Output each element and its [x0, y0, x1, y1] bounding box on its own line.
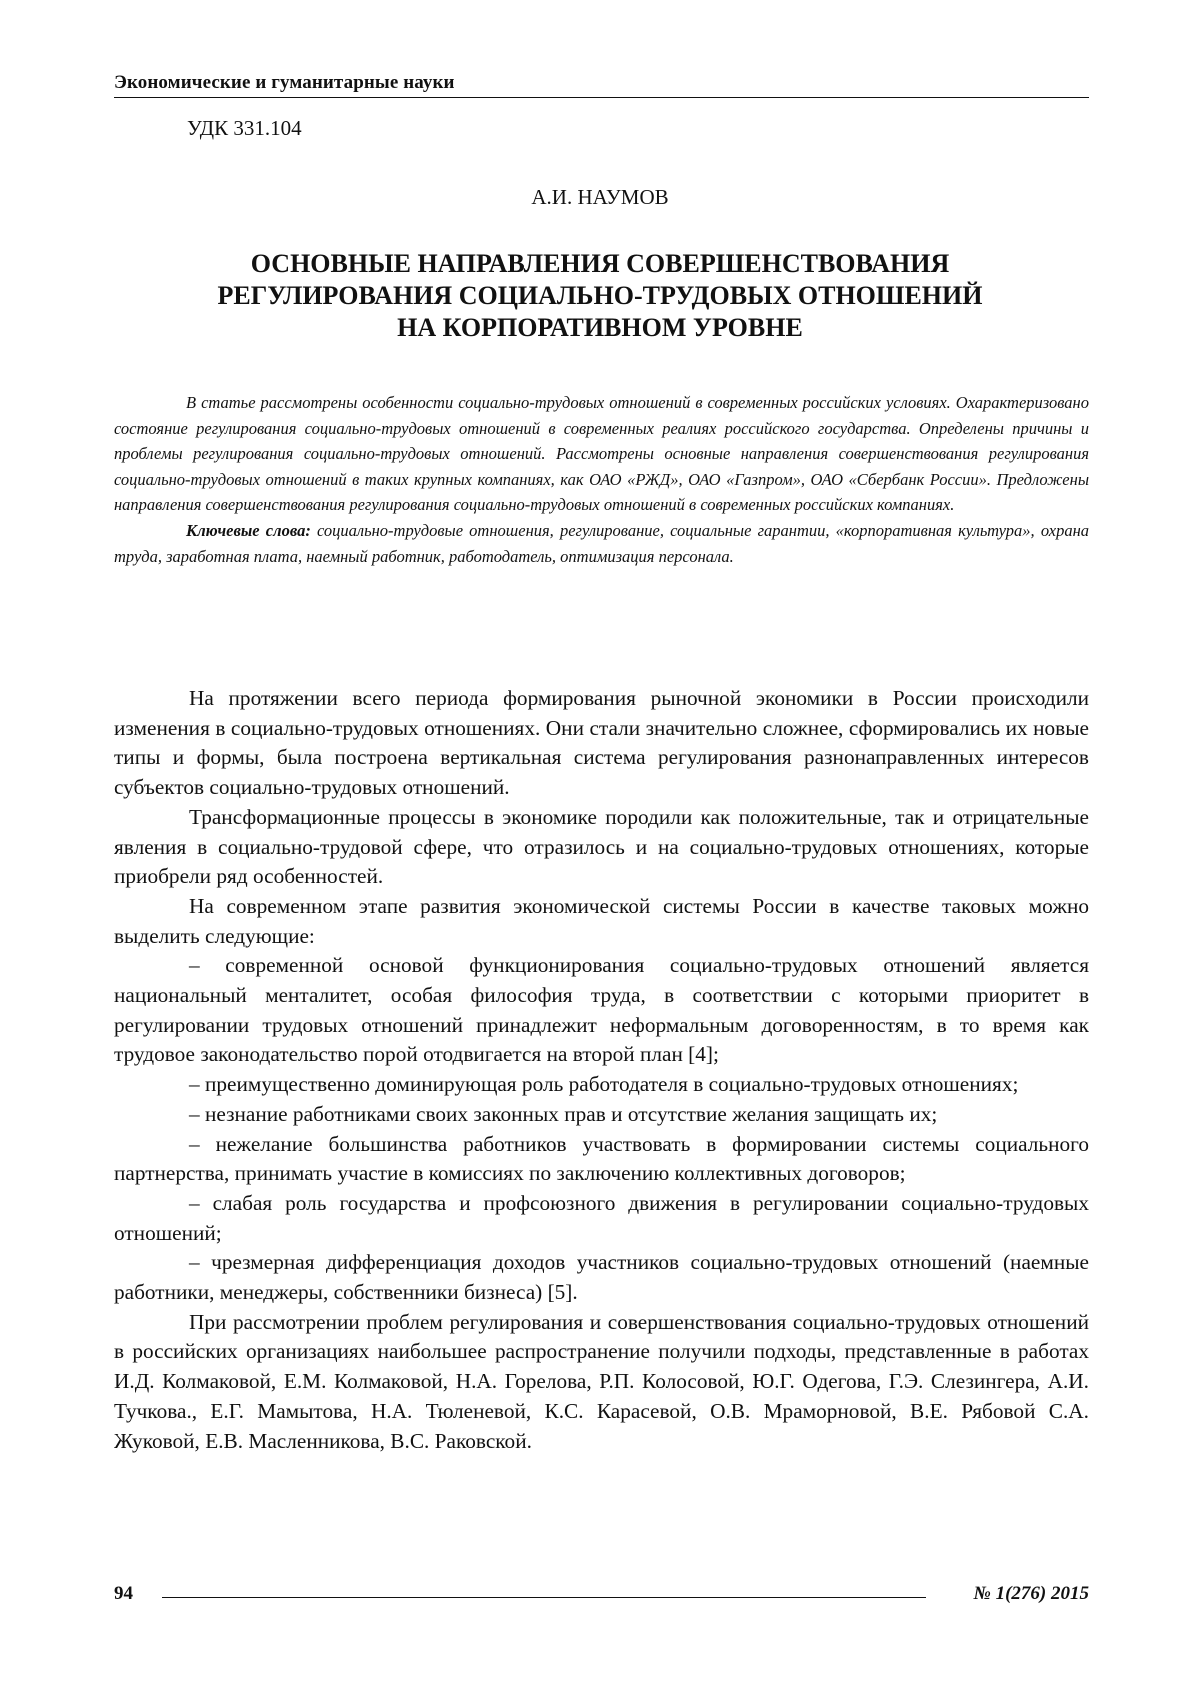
- journal-page: [0, 0, 1200, 1698]
- keywords-label: Ключевые слова:: [186, 521, 311, 540]
- list-item: – современной основой функционирования социально-трудовых отношений является национальный менталитет, особая философия труда, в соответствии с которыми приоритет в регулировании трудовых отношений принадлежит неформальным договоренностям, в то время как трудовое законодательство порой отодвигается на второй план [4];: [114, 951, 1089, 1070]
- footer-rule: [162, 1597, 926, 1598]
- list-item: – нежелание большинства работников участвовать в формировании системы социального партнерства, принимать участие в комиссиях по заключению коллективных договоров;: [114, 1130, 1089, 1189]
- body-paragraph: На протяжении всего периода формирования рыночной экономики в России происходили изменения в социально-трудовых отношениях. Они стали значительно сложнее, сформировались их новые типы и формы, была построена вертикальная система регулирования разнонаправленных интересов субъектов социально-трудовых отношений.: [114, 684, 1089, 803]
- keywords-text: социально-трудовые отношения, регулирование, социальные гарантии, «корпоративная культура», охрана труда, заработная плата, наемный работник, работодатель, оптимизация персонала.: [114, 521, 1089, 566]
- abstract-text: В статье рассмотрены особенности социально-трудовых отношений в современных российских условиях. Охарактеризовано состояние регулирования социально-трудовых отношений в современных реалиях российского государства. Определены причины и проблемы регулирования социально-трудовых отношений. Рассмотрены основные направления совершенствования регулирования социально-трудовых отношений в таких крупных компаниях, как ОАО «РЖД», ОАО «Газпром», ОАО «Сбербанк России». Предложены направления совершенствования регулирования социально-трудовых отношений в современных российских компаниях.: [114, 390, 1089, 518]
- body-paragraph: На современном этапе развития экономической системы России в качестве таковых можно выделить следующие:: [114, 892, 1089, 951]
- list-item: – чрезмерная дифференциация доходов участников социально-трудовых отношений (наемные работники, менеджеры, собственники бизнеса) [5].: [114, 1248, 1089, 1307]
- udk-code: УДК 331.104: [187, 116, 302, 141]
- issue-number: № 1(276) 2015: [973, 1583, 1089, 1605]
- title-line: ОСНОВНЫЕ НАПРАВЛЕНИЯ СОВЕРШЕНСТВОВАНИЯ: [120, 248, 1080, 280]
- list-item: – слабая роль государства и профсоюзного движения в регулировании социально-трудовых отношений;: [114, 1189, 1089, 1248]
- keywords: [114, 518, 1089, 569]
- title-line: НА КОРПОРАТИВНОМ УРОВНЕ: [120, 312, 1080, 344]
- section-title: Экономические и гуманитарные науки: [114, 72, 455, 93]
- title-line: РЕГУЛИРОВАНИЯ СОЦИАЛЬНО-ТРУДОВЫХ ОТНОШЕНИЙ: [120, 280, 1080, 312]
- page-footer: [114, 1583, 1089, 1613]
- list-item: – преимущественно доминирующая роль работодателя в социально-трудовых отношениях;: [114, 1070, 1089, 1100]
- running-header: [114, 72, 1089, 98]
- page-number: 94: [114, 1583, 133, 1605]
- list-item: – незнание работниками своих законных прав и отсутствие желания защищать их;: [114, 1100, 1089, 1130]
- abstract: [114, 390, 1089, 569]
- article-title: [120, 248, 1080, 344]
- body-paragraph: При рассмотрении проблем регулирования и совершенствования социально-трудовых отношений в российских организациях наибольшее распространение получили подходы, представленные в работах И.Д. Колмаковой, Е.М. Колмаковой, Н.А. Горелова, Р.П. Колосовой, Ю.Г. Одегова, Г.Э. Слезингера, А.И. Тучкова., Е.Г. Мамытова, Н.А. Тюленевой, К.С. Карасевой, О.В. Мраморновой, В.Е. Рябовой С.А. Жуковой, Е.В. Масленникова, В.С. Раковской.: [114, 1308, 1089, 1457]
- article-body: [114, 684, 1089, 1456]
- author-name: А.И. НАУМОВ: [0, 185, 1200, 210]
- body-paragraph: Трансформационные процессы в экономике породили как положительные, так и отрицательные явления в социально-трудовой сфере, что отразилось и на социально-трудовых отношениях, которые приобрели ряд особенностей.: [114, 803, 1089, 892]
